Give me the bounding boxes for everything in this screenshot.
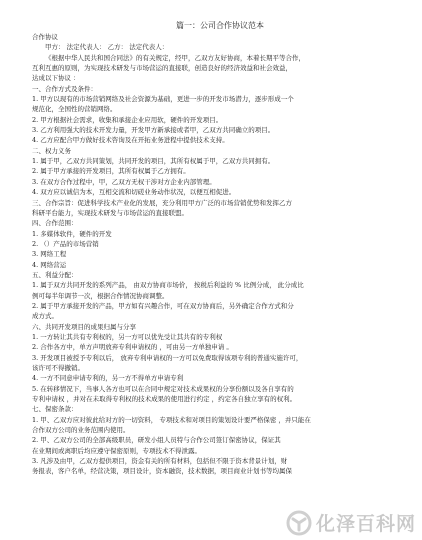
document-line: 五、利益分配： [32, 270, 78, 279]
document-line: 一、合作方式及条件： [32, 84, 97, 93]
document-line: 成方式。 [32, 312, 58, 321]
document-line: 4. 双方应以诚信为本，互相交流和切磋业务动作状况，以便互相促进。 [32, 188, 236, 197]
document-line: 甲方： 法定代表人： 乙方： 法定代表人： [45, 43, 169, 52]
document-line: 规范化，全国性的营销网络。 [32, 105, 117, 114]
document-line: 《根据中华人民共和国合同法》的有关规定，经甲，乙双方友好协商，本着长期平等合作， [45, 53, 305, 62]
document-line: 科研平台能力，实现技术研发与市场营运的直接联盟。 [32, 208, 188, 217]
document-line: 2. 甲方根据社会需求，收集和承接企业应用软，硬件的开发项目。 [32, 115, 223, 124]
document-line: 达成以下协议 ： [32, 74, 80, 83]
document-line: 合作协议 [32, 33, 58, 41]
document-line: 3. 乙方利用强大的技术开发力量，开发甲方新承接或者甲，乙双方共同确立的项目。 [32, 126, 275, 135]
document-title: 篇一：公司合作协议范本 [176, 21, 264, 30]
document-line: 该许可不得撤销。 [32, 364, 84, 372]
document-line: 四、合作范围： [32, 219, 78, 228]
watermark-text: 化泽百科网 [315, 513, 416, 535]
document-line: 4. 乙方应配合甲方做好技术咨询及在开拓业务进程中提供技术支持。 [32, 136, 229, 145]
document-line: 2. 合作各方中，单方声明放弃专利申请权的 ，可由另一方单独申请 。 [32, 343, 233, 352]
document-line: 1. 甲方以现有的市场营销网络及社会资源为基础，更进一步的开发市场潜力，逐步形成一个 [32, 95, 294, 104]
document-line: 1. 多媒体软件，硬件的开发 [32, 229, 112, 238]
document-line: 二、权力义务 [32, 146, 71, 155]
document-line: 4. 网络营运 [32, 260, 67, 269]
document-line: 2. 属于甲方承接的开发项目，其所有权属于乙方拥有。 [32, 167, 190, 176]
document-line: 七、保密条款： [32, 405, 78, 414]
document-line: 合作双方公司的业务范围内使用。 [32, 426, 130, 435]
document-line: 1. 甲、乙双方应对彼此给对方的一切资料， 专项技术和对项目的策划设计要严格保密 ，并只能在 [32, 415, 311, 424]
document-line: 六、共同开发项目的成果归属与分享 [32, 322, 136, 331]
document-line: 1. 一方转让其共有专利权的，另一方可以优先受让其共有的专利权 [32, 332, 223, 341]
document-line: 专利申请权 ，并对在未取得专利权的技术成果的使用进行约定 ，约定各自独立享有的权利。 [32, 395, 297, 404]
document-line: 2. 甲、乙双方公司的全部高级职员，研发小组人员特与合作公司签订保密协议，保证其 [32, 436, 281, 445]
document-line: 4. 一方不同意申请专利的，另一方不得单方申请专利 [32, 374, 184, 383]
document-line: 5. 在转移情况下，当事人各方也可以在合同中规定对技术成果权的分享份额以及各自享有的 [32, 384, 294, 393]
document-line: 例可每半年调节一次，根据合作情况协商调整。 [32, 291, 169, 300]
document-line: 2. 属于甲方承接开发的产品，甲方如有兴趣合作，可在双方协商后，另外确定合作方式和分 [32, 301, 294, 310]
document-line: 互利互惠的原则，为实现技术研发与市场营运的直接联，创造良好的经济效益和社会效益， [32, 64, 292, 73]
document-line: 3. 凡涉及由甲，乙双方提供项目，资金有关的所有材料，包括但不限于资本背景计划，财 [32, 457, 288, 466]
document-line: 1. 属于双方共同开发的系列产品， 由双方协商市场价， 按税后利益的 % 比例分成， 此分成比 [32, 281, 304, 290]
document-body [32, 32, 388, 477]
document-line: 三、合作宗旨：促进科学技术产业化的发展，充分利用甲方广泛的市场营销优势和发挥乙方 [32, 198, 292, 207]
document-line: 3. 在双方合作过程中，甲，乙双方无权干涉对方企业内部管理。 [32, 177, 216, 186]
site-watermark [286, 509, 416, 536]
document-line: 3. 开发项目被授予专利以后， 放弃专利申请权的一方可以免费取得该项专利的普通实施许可， [32, 353, 303, 362]
huaze-logo-icon [286, 510, 312, 536]
document-line: 1. 属于甲，乙双方共同策划，共同开发的项目，其所有权属于甲，乙双方共同拥有。 [32, 157, 275, 166]
document-line: 在业期间或离职后均应遵守保密原则，专项技术不得泄露。 [32, 446, 201, 455]
document-line: 3. 网络工程 [32, 250, 67, 259]
document-line: 务报表，客户名单，经营决策，项目设计，资本融资，技术数据，项目商业计划书等均属保 [32, 467, 292, 476]
document-line: 2. （）产品的市场营销 [32, 239, 99, 248]
